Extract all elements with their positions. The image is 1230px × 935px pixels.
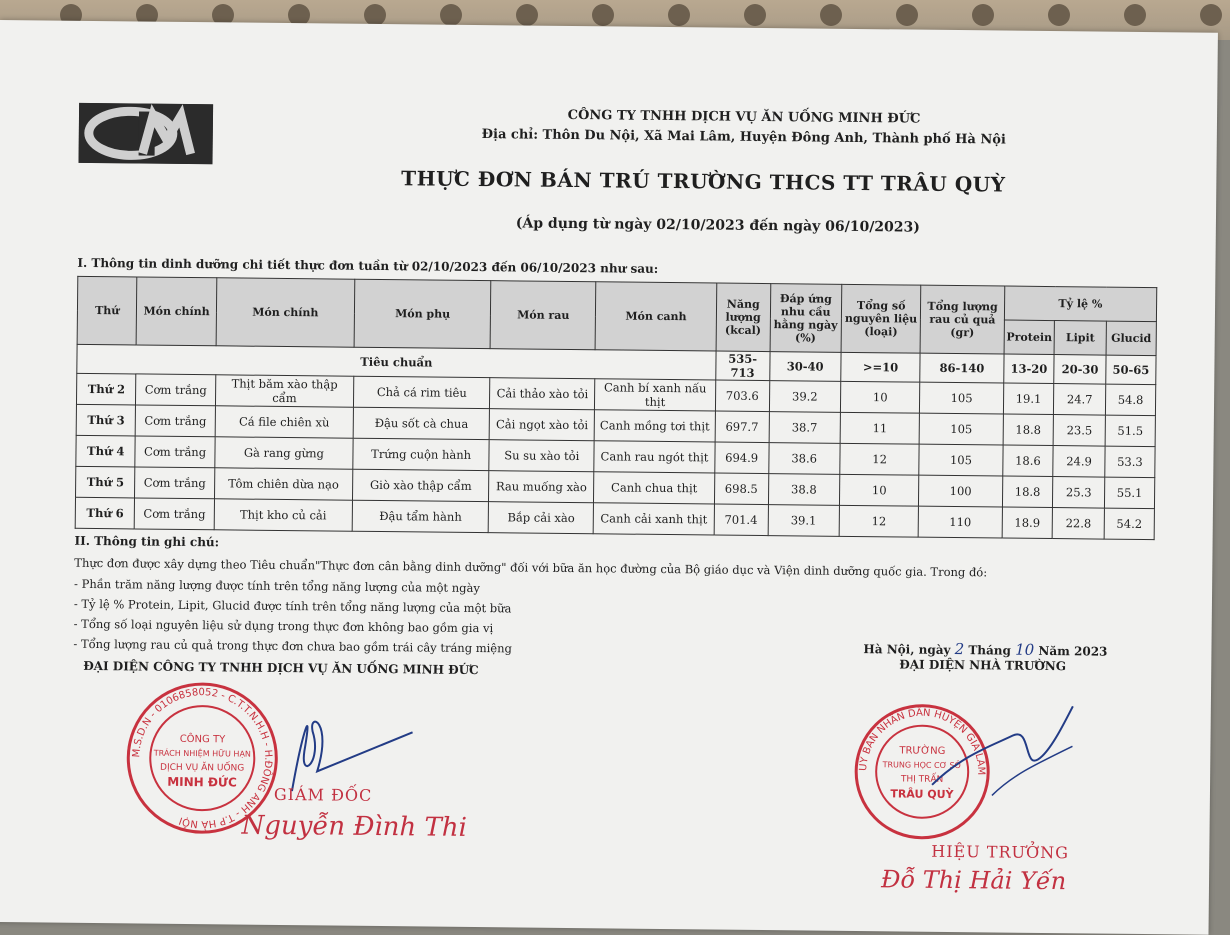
cell-protein: 18.9: [1002, 507, 1053, 539]
document-title: THỰC ĐƠN BÁN TRÚ TRƯỜNG THCS TT TRÂU QUỲ: [401, 166, 1006, 197]
cell-veg-total: 105: [920, 382, 1004, 414]
table-header-row: [77, 276, 1156, 321]
header-glucid: Glucid: [1106, 321, 1156, 356]
header-side: Món phụ: [354, 279, 491, 348]
cell-energy: 698.5: [714, 473, 768, 505]
company-name: CÔNG TY TNHH DỊCH VỤ ĂN UỐNG MINH ĐỨC: [567, 107, 921, 127]
note-item: - Phần trăm năng lượng được tính trên tổng năng lượng của một ngày: [74, 576, 480, 596]
cell-main-1: Cơm trắng: [136, 374, 216, 406]
company-stamp-line-4: MINH ĐỨC: [167, 774, 237, 790]
director-title: GIÁM ĐỐC: [273, 784, 373, 805]
company-stamp-line-1: CÔNG TY: [179, 733, 226, 746]
standard-veg-total: 86-140: [920, 353, 1004, 383]
header-pct-need: Đáp ứng nhu cầu hằng ngày (%): [770, 284, 842, 353]
principal-title: HIỆU TRƯỞNG: [931, 841, 1070, 863]
cell-veg-total: 100: [919, 475, 1003, 507]
cell-lipit: 25.3: [1053, 477, 1105, 509]
company-stamp-ring-text: M.S.D.N - 0106858052 - C.T.T.N.H.H - H.ĐÔNG ANH - T.P HÀ NỘI: [131, 687, 274, 830]
cell-main-1: Cơm trắng: [135, 498, 215, 530]
school-stamp-line-1: TRƯỜNG: [899, 745, 946, 757]
cell-day: Thứ 2: [76, 373, 136, 405]
header-veg-total: Tổng lượng rau củ quả (gr): [920, 285, 1004, 354]
cell-day: Thứ 3: [76, 404, 136, 436]
cell-main-2: Thịt kho củ cải: [214, 499, 353, 531]
cell-main-2: Cá file chiên xù: [215, 406, 354, 438]
cell-veg: Rau muống xào: [489, 471, 594, 503]
company-address: Địa chỉ: Thôn Du Nội, Xã Mai Lâm, Huyện Đông Anh, Thành phố Hà Nội: [481, 127, 1007, 148]
section-2-title: II. Thông tin ghi chú:: [74, 533, 220, 550]
company-stamp-line-3: DỊCH VỤ ĂN UỐNG: [160, 762, 245, 774]
company-stamp-line-2: TRÁCH NHIỆM HỮU HẠN: [153, 748, 251, 759]
cell-energy: 701.4: [714, 504, 768, 536]
standard-energy: 535-713: [716, 351, 770, 381]
header-main-2: Món chính: [216, 278, 355, 347]
cell-glucid: 51.5: [1105, 415, 1155, 447]
cell-soup: Canh rau ngót thịt: [594, 441, 715, 473]
cell-energy: 694.9: [715, 442, 769, 474]
cell-protein: 18.8: [1003, 414, 1054, 446]
standard-label: Tiêu chuẩn: [77, 344, 716, 380]
cell-protein: 18.6: [1002, 445, 1053, 477]
cell-ingredients: 11: [840, 412, 920, 444]
cell-lipit: 22.8: [1052, 508, 1104, 540]
date-month: 10: [1015, 640, 1035, 659]
note-item: - Tỷ lệ % Protein, Lipit, Glucid được tính trên tổng năng lượng của một bữa: [73, 596, 512, 616]
cell-main-2: Thịt băm xào thập cẩm: [215, 375, 354, 407]
cell-side: Chả cá rim tiêu: [354, 376, 491, 408]
note-item: - Tổng số loại nguyên liệu sử dụng trong thực đơn không bao gồm gia vị: [73, 616, 494, 636]
standard-ingredients: >=10: [841, 352, 921, 382]
header-soup: Món canh: [595, 282, 716, 351]
cell-main-2: Tôm chiên dừa nạo: [214, 468, 353, 500]
cell-pct-need: 38.6: [768, 443, 840, 475]
company-representative: ĐẠI DIỆN CÔNG TY TNHH DỊCH VỤ ĂN UỐNG MINH ĐỨC: [83, 658, 479, 678]
cell-glucid: 53.3: [1105, 446, 1155, 478]
header-main-1: Món chính: [137, 277, 217, 346]
cell-veg-total: 110: [919, 506, 1003, 538]
header-protein: Protein: [1004, 320, 1055, 355]
header-lipit: Lipit: [1054, 321, 1106, 356]
cell-day: Thứ 6: [75, 497, 135, 529]
cell-soup: Canh chua thịt: [594, 472, 715, 504]
cell-veg: Bắp cải xào: [489, 502, 594, 534]
standard-pct-need: 30-40: [769, 352, 841, 382]
cell-veg-total: 105: [919, 444, 1003, 476]
cell-day: Thứ 4: [76, 435, 136, 467]
cell-day: Thứ 5: [76, 466, 136, 498]
cell-ingredients: 12: [840, 443, 920, 475]
cell-main-2: Gà rang gừng: [215, 437, 354, 469]
cell-glucid: 54.8: [1105, 384, 1155, 416]
cell-side: Trứng cuộn hành: [353, 438, 490, 470]
company-logo: [79, 103, 214, 164]
cell-energy: 703.6: [715, 380, 769, 412]
date-day: 2: [954, 640, 965, 659]
standard-protein: 13-20: [1003, 354, 1054, 384]
cell-soup: Canh bí xanh nấu thịt: [595, 379, 716, 411]
cell-veg-total: 105: [920, 413, 1004, 445]
standard-lipit: 20-30: [1054, 355, 1106, 385]
notes-intro: Thực đơn được xây dựng theo Tiêu chuẩn"Thực đơn cân bằng dinh dưỡng" đối với bữa ăn học đường của Bộ giáo dục và Viện dinh dưỡng quốc gia. Trong đó:: [74, 555, 988, 580]
company-header: [369, 104, 1119, 152]
notes-block: [73, 553, 987, 664]
cell-lipit: 23.5: [1053, 415, 1105, 447]
school-stamp-line-4: TRÂU QUỲ: [890, 787, 954, 802]
cell-glucid: 55.1: [1104, 477, 1154, 509]
cell-lipit: 24.9: [1053, 446, 1105, 478]
cell-ingredients: 12: [839, 505, 919, 537]
cell-pct-need: 39.2: [769, 381, 841, 413]
cell-protein: 18.8: [1002, 476, 1053, 508]
header-ingredients: Tổng số nguyên liệu (loại): [841, 284, 921, 353]
cell-main-1: Cơm trắng: [135, 467, 215, 499]
standard-glucid: 50-65: [1106, 355, 1156, 385]
document-sheet: [0, 20, 1218, 935]
school-stamp-line-2: TRUNG HỌC CƠ SỞ: [882, 760, 962, 771]
director-name: Nguyễn Đình Thi: [241, 810, 468, 843]
note-item: - Tổng lượng rau củ quả trong thực đơn chưa bao gồm trái cây tráng miệng: [73, 636, 513, 656]
cell-veg: Su su xào tỏi: [489, 440, 594, 472]
cell-veg: Cải thảo xào tỏi: [490, 378, 595, 410]
cell-soup: Canh cải xanh thịt: [593, 503, 714, 535]
cm-logo-icon: [79, 103, 214, 164]
cell-side: Đậu sốt cà chua: [353, 407, 490, 439]
header-day: Thứ: [77, 276, 137, 345]
cell-pct-need: 39.1: [768, 505, 840, 537]
school-stamp-line-3: THỊ TRẤN: [900, 774, 944, 785]
school-stamp-ring-text: UỶ BAN NHÂN DÂN HUYỆN GIA LÂM: [858, 707, 987, 776]
cell-ingredients: 10: [840, 381, 920, 413]
cell-pct-need: 38.8: [768, 474, 840, 506]
menu-table: [75, 276, 1158, 540]
cell-side: Giò xào thập cẩm: [353, 469, 490, 501]
cell-ingredients: 10: [839, 474, 919, 506]
header-veg: Món rau: [490, 281, 596, 350]
cell-veg: Cải ngọt xào tỏi: [489, 409, 594, 441]
cell-soup: Canh mồng tơi thịt: [594, 410, 715, 442]
section-1-title: I. Thông tin dinh dưỡng chi tiết thực đơn tuần từ 02/10/2023 đến 06/10/2023 như sau:: [77, 255, 659, 276]
date-year: Năm 2023: [1038, 643, 1108, 659]
cell-lipit: 24.7: [1054, 384, 1106, 416]
cell-protein: 19.1: [1003, 383, 1054, 415]
cell-side: Đậu tẩm hành: [352, 500, 489, 532]
header-ratio: Tỷ lệ %: [1004, 286, 1157, 322]
principal-name: Đỗ Thị Hải Yến: [880, 865, 1067, 896]
principal-signature-icon: [922, 695, 1083, 817]
cell-energy: 697.7: [715, 411, 769, 443]
cell-main-1: Cơm trắng: [135, 436, 215, 468]
cell-pct-need: 38.7: [769, 412, 841, 444]
date-month-label: Tháng: [968, 643, 1012, 658]
cell-main-1: Cơm trắng: [136, 405, 216, 437]
school-representative: ĐẠI DIỆN NHÀ TRƯỜNG: [899, 657, 1067, 674]
header-energy: Năng lượng (kcal): [716, 283, 770, 352]
document-subtitle: (Áp dụng từ ngày 02/10/2023 đến ngày 06/10/2023): [515, 215, 921, 236]
cell-glucid: 54.2: [1104, 508, 1154, 540]
date-prefix: Hà Nội, ngày: [863, 642, 951, 657]
